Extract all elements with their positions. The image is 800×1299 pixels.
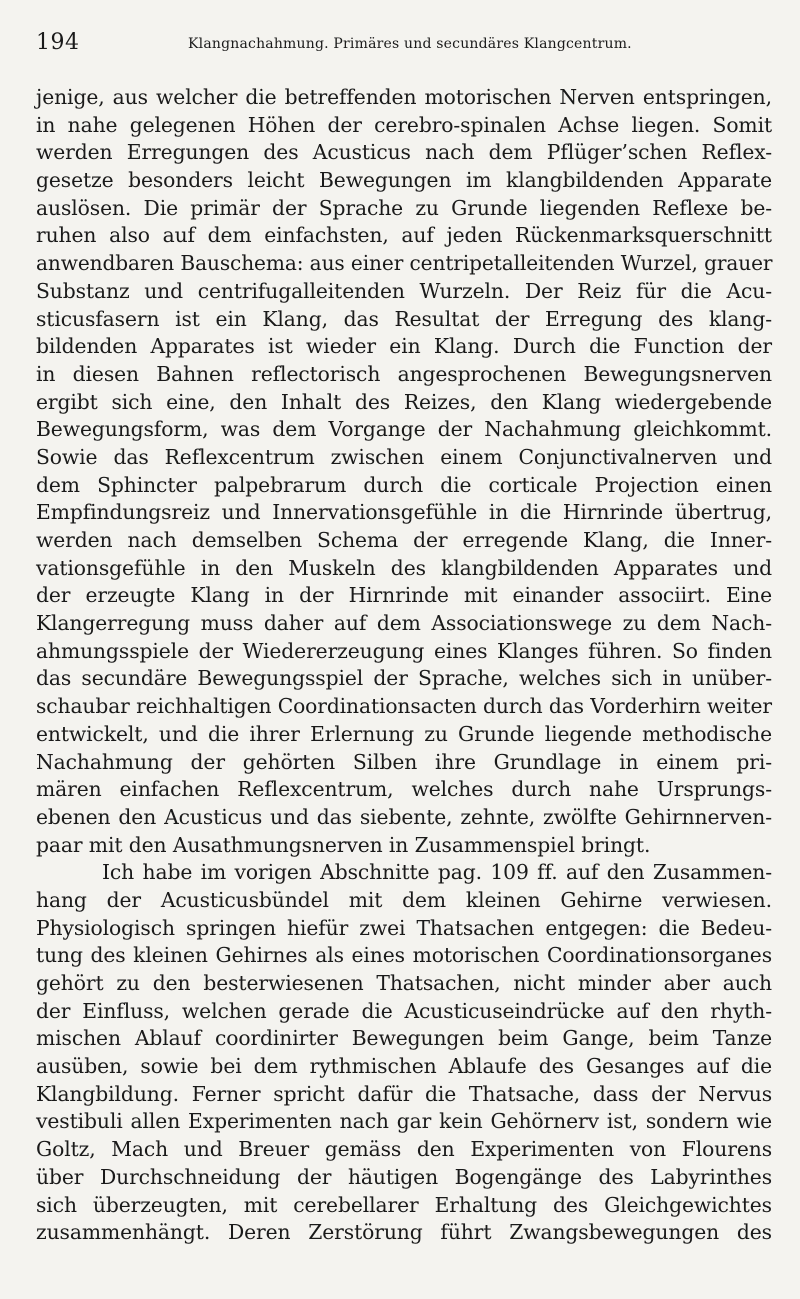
text-line: ahmungsspiele der Wiedererzeugung eines Klanges führen. So finden [36,638,772,663]
text-line: Bewegungsform, was dem Vorgange der Nachahmung gleichkommt. [36,417,772,442]
text-line: über Durchschneidung der häutigen Bogengänge des Labyrinthes [36,1164,772,1189]
text-line: das secundäre Bewegungsspiel der Sprache, welches sich in unüber- [36,666,772,691]
text-line: vestibuli allen Experimenten nach gar kein Gehörnerv ist, sondern wie [36,1109,772,1134]
text-line: zusammenhängt. Deren Zerstörung führt Zwangsbewegungen des [36,1220,772,1245]
text-line: in diesen Bahnen reflectorisch angesprochenen Bewegungsnerven [36,361,772,386]
text-line: mären einfachen Reflexcentrum, welches durch nahe Ursprungs- [36,777,772,802]
text-line: werden Erregungen des Acusticus nach dem Pflüger’schen Reflex- [36,140,772,165]
text-line: Nachahmung der gehörten Silben ihre Grundlage in einem pri- [36,749,772,774]
body-text [36,84,772,1247]
text-line: Empfindungsreiz und Innervationsgefühle in die Hirnrinde übertrug, [36,500,772,525]
text-line: Klangbildung. Ferner spricht dafür die Thatsache, dass der Nervus [36,1081,772,1106]
text-line: in nahe gelegenen Höhen der cerebro-spinalen Achse liegen. Somit [36,112,772,137]
text-line: anwendbaren Bauschema: aus einer centripetalleitenden Wurzel, grauer [36,251,773,276]
text-line: schaubar reichhaltigen Coordinationsacten durch das Vorderhirn weiter [36,694,772,719]
text-line: gehört zu den besterwiesenen Thatsachen, nicht minder aber auch [36,971,772,995]
text-line: ebenen den Acusticus und das siebente, zehnte, zwölfte Gehirnnerven- [36,804,772,829]
text-line: auslösen. Die primär der Sprache zu Grunde liegenden Reflexe be- [36,195,772,220]
text-line: bildenden Apparates ist wieder ein Klang. Durch die Function der [36,334,772,359]
page-number: 194 [36,30,80,55]
text-line: gesetze besonders leicht Bewegungen im klangbildenden Apparate [36,168,772,193]
text-line: vationsgefühle in den Muskeln des klangbildenden Apparates und [36,555,772,580]
text-line: ergibt sich eine, den Inhalt des Reizes, den Klang wiedergebende [36,389,772,414]
text-line: hang der Acusticusbündel mit dem kleinen Gehirne verwiesen. [36,887,772,912]
text-line: Physiologisch springen hiefür zwei Thatsachen entgegen: die Bedeu- [36,915,772,940]
text-line: sticusfasern ist ein Klang, das Resultat der Erregung des klang- [36,306,772,331]
text-line: werden nach demselben Schema der erregende Klang, die Inner- [36,528,772,552]
text-line: entwickelt, und die ihrer Erlernung zu Grunde liegende methodische [36,721,772,746]
text-line: ruhen also auf dem einfachsten, auf jeden Rückenmarksquerschnitt [36,223,772,248]
running-head [36,30,772,58]
text-line: ausüben, sowie bei dem rythmischen Ablaufe des Gesanges auf die [36,1054,772,1079]
text-line: mischen Ablauf coordinirter Bewegungen beim Gange, beim Tanze [36,1026,772,1051]
text-line: tung des kleinen Gehirnes als eines motorischen Coordinationsorganes [36,943,772,968]
text-line: der Einfluss, welchen gerade die Acusticuseindrücke auf den rhyth- [36,998,772,1023]
text-line: Klangerregung muss daher auf dem Associationswege zu dem Nach- [36,611,772,636]
text-line: der erzeugte Klang in der Hirnrinde mit einander associirt. Eine [36,583,772,608]
text-line: sich überzeugten, mit cerebellarer Erhaltung des Gleichgewichtes [36,1192,772,1217]
text-line: Sowie das Reflexcentrum zwischen einem Conjunctivalnerven und [36,444,772,469]
text-line: Ich habe im vorigen Abschnitte pag. 109 ff. auf den Zusammen- [102,860,772,885]
text-line: paar mit den Ausathmungsnerven in Zusammenspiel bringt. [36,832,651,857]
text-line: dem Sphincter palpebrarum durch die corticale Projection einen [36,472,772,497]
text-line: Substanz und centrifugalleitenden Wurzeln. Der Reiz für die Acu- [36,278,772,303]
running-title: Klangnachahmung. Primäres und secundäres Klangcentrum. [188,36,632,52]
text-line: Goltz, Mach und Breuer gemäss den Experimenten von Flourens [36,1137,772,1162]
text-line: jenige, aus welcher die betreffenden motorischen Nerven entspringen, [36,85,772,109]
